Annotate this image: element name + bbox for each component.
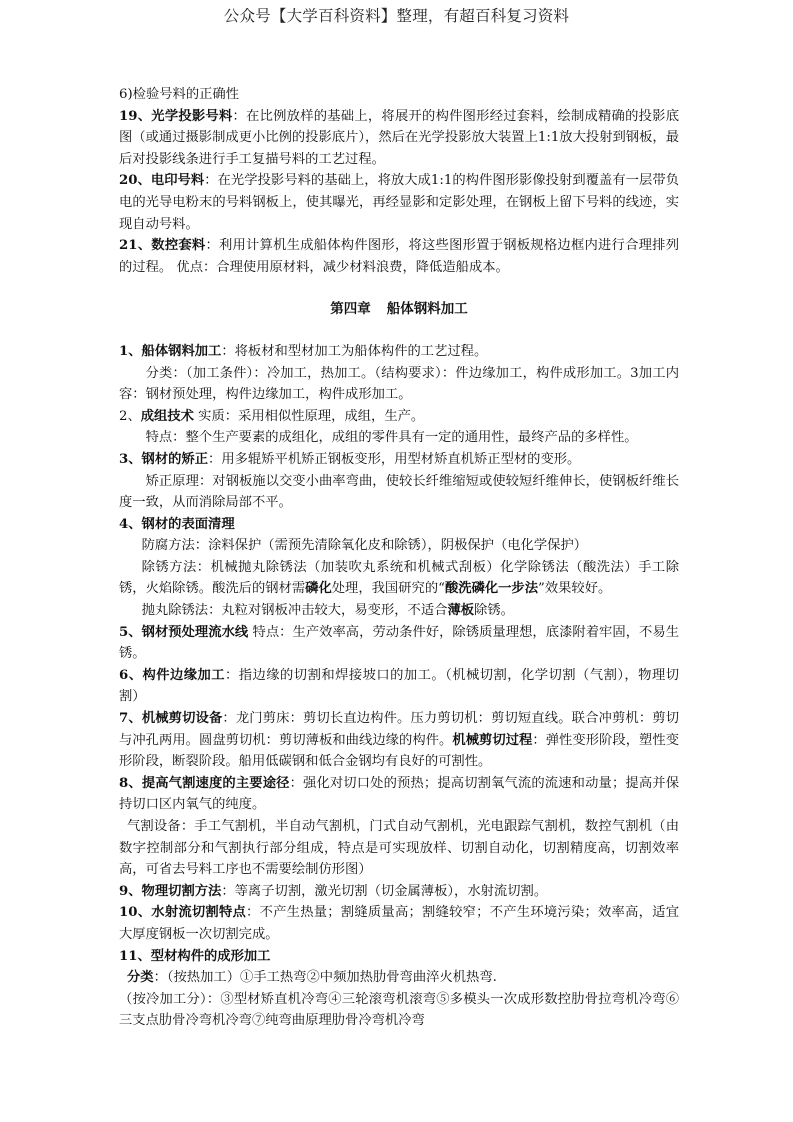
desc-3: ：用多辊矫平机矫正钢板变形，用型材矫直机矫正型材的变形。 <box>208 451 581 467</box>
emphasis: 磷化 <box>305 581 332 597</box>
term-7: 7、机械剪切设备 <box>119 711 223 727</box>
desc-20: ：在光学投影号料的基础上，将放大成1:1的构件图形影像投射到覆盖有一层带负电的光导电粉末的号料钢板上，使其曝光，再经显影和定影处理，在钢板上留下号料的线迹，实现自动号料。 <box>119 173 679 232</box>
item-1-detail <box>119 363 679 406</box>
item-3 <box>119 449 679 471</box>
term-19: 19、光学投影号料 <box>119 108 233 124</box>
item-8-equipment <box>119 816 679 881</box>
desc-8: ：强化对切口处的预热；提高切割氧气流的流速和动量；提高并保持切口区内氧气的纯度。 <box>119 775 679 813</box>
term-8: 8、提高气割速度的主要途径 <box>119 775 290 791</box>
desc-7: ：龙门剪床：剪切长直边构件。压力剪切机：剪切短直线。联合冲剪机：剪切与冲孔两用。圆盘剪切机：剪切薄板和曲线边缘的构件。 <box>119 711 679 748</box>
term-20: 20、电印号料 <box>119 173 205 189</box>
item-4-derusting <box>119 557 679 600</box>
desc-21: ：利用计算机生成船体构件图形，将这些图形置于钢板规格边框内进行合理排列的过程。 优点：合理使用原材料，减少材料浪费，降低造船成本。 <box>119 238 679 275</box>
desc-19: ：在比例放样的基础上，将展开的构件图形经过套料，绘制成精确的投影底图（或通过摄影制成更小比例的投影底片），然后在光学投影放大装置上1:1放大投射到钢板，最后对投影线条进行手工复描号料的工艺过程。 <box>119 108 679 167</box>
desc-2: 实质：采用相似性原理，成组，生产。 <box>193 408 425 424</box>
item-6 <box>119 665 679 708</box>
text: ： <box>225 667 239 683</box>
item-20 <box>119 170 679 235</box>
document-body <box>119 84 679 1032</box>
emphasis: 酸洗磷化一步法 <box>444 581 539 597</box>
desc-6: 指边缘的切割和焊接坡口的加工。（机械切割，化学切割（气割），物理切割） <box>119 667 679 705</box>
page-header: 公众号【大学百科资料】整理，有超百科复习资料 <box>223 7 570 25</box>
desc-9: ：等离子切割，激光切割（切金属薄板），水射流切割。 <box>221 883 548 899</box>
text: 防腐方法：涂料保护（需预先清除氧化皮和除锈），阴极保护（电化学保护） <box>141 538 588 554</box>
term-1: 1、船体钢料加工 <box>119 343 222 359</box>
term-4: 4、钢材的表面清理 <box>119 516 235 532</box>
item-2 <box>119 406 679 428</box>
item-11-hot <box>119 967 679 989</box>
text: 分类：（加工条件）：冷加工，热加工。（结构要求）：件边缘加工，构件成形加工。3加工内容：钢材预处理，构件边缘加工，构件成形加工。 <box>119 365 679 403</box>
item-8 <box>119 773 679 816</box>
item-11 <box>119 946 679 968</box>
item-1 <box>119 341 679 363</box>
text: 气割设备：手工气割机，半自动气割机，门式自动气割机，光电跟踪气割机，数控气割机（由数字控制部分和气割执行部分组成，特点是可实现放样、切割自动化，切割精度高，切割效率高，可省去号料工序也不需要绘制仿形图） <box>119 819 679 878</box>
item-4 <box>119 514 679 536</box>
item-3-detail <box>119 471 679 514</box>
item-2-detail <box>119 427 679 449</box>
emphasis: 分类 <box>126 970 154 986</box>
item-10 <box>119 902 679 945</box>
text: ：弹性变形阶段，塑性变形阶段，断裂阶段。船用低碳钢和低合金钢均有良好的可割性。 <box>119 732 680 770</box>
text: 6)检验号料的正确性 <box>119 87 240 102</box>
emphasis: 机械剪切过程 <box>452 732 533 748</box>
item-7 <box>119 708 679 773</box>
term-3: 3、钢材的矫正 <box>119 451 209 467</box>
item-4-shot-blasting <box>119 600 679 622</box>
text: ”效果较好。 <box>538 581 612 597</box>
term-9: 9、物理切割方法 <box>119 883 222 899</box>
text: 除锈。 <box>474 603 514 619</box>
term-6: 6、构件边缘加工 <box>119 667 226 683</box>
emphasis: 薄板 <box>447 603 475 619</box>
item-11-cold <box>119 989 679 1032</box>
text: 特点：整个生产要素的成组化，成组的零件具有一定的通用性，最终产品的多样性。 <box>145 430 638 446</box>
item-21 <box>119 235 679 278</box>
desc-5: 特点：生产效率高，劳动条件好，除锈质量理想，底漆附着牢固，不易生锈。 <box>119 624 679 662</box>
text: 矫正原理：对钢板施以交变小曲率弯曲，使较长纤维缩短或使较短纤维伸长，使钢板纤维长度一致，从而消除局部不平。 <box>119 473 679 511</box>
item-9 <box>119 881 679 903</box>
chapter-number: 第四章 <box>330 301 371 318</box>
item-4-anticorrosion <box>119 535 679 557</box>
item-5 <box>119 622 679 665</box>
term-21: 21、数控套料 <box>119 238 206 254</box>
text: ：（按热加工）①手工热弯②中频加热肋骨弯曲淬火机热弯. <box>153 970 497 986</box>
desc-10: ：不产生热量；割缝质量高；割缝较窄；不产生环境污染；效率高，适宜大厚度钢板一次切割完成。 <box>119 905 679 942</box>
chapter-title: 船体钢料加工 <box>386 301 468 318</box>
term-10: 10、水射流切割特点 <box>119 905 247 921</box>
text: 除锈方法：机械抛丸除锈法（加装吹丸系统和机械式刮板）化学除锈法（酸洗法）手工除锈，火焰除锈。酸洗后的钢材需 <box>119 559 679 597</box>
term-11: 11、型材构件的成形加工 <box>119 948 271 964</box>
text: 处理，我国研究的“ <box>331 581 445 597</box>
text: （按冷加工分）：③型材矫直机冷弯④三轮滚弯机滚弯⑤多模头一次成形数控肋骨拉弯机冷弯⑥三支点肋骨冷弯机冷弯⑦纯弯曲原理肋骨冷弯机冷弯 <box>119 991 679 1029</box>
item-6-check <box>119 84 679 106</box>
desc-1: ：将板材和型材加工为船体构件的工艺过程。 <box>221 343 488 359</box>
term-5: 5、钢材预处理流水线 <box>119 624 249 640</box>
text: 抛丸除锈法：丸粒对钢板冲击较大，易变形，不适合 <box>141 603 448 619</box>
num-2: 2、 <box>119 408 141 424</box>
item-19 <box>119 106 679 171</box>
chapter-heading <box>119 299 679 321</box>
term-2: 成组技术 <box>140 408 194 424</box>
